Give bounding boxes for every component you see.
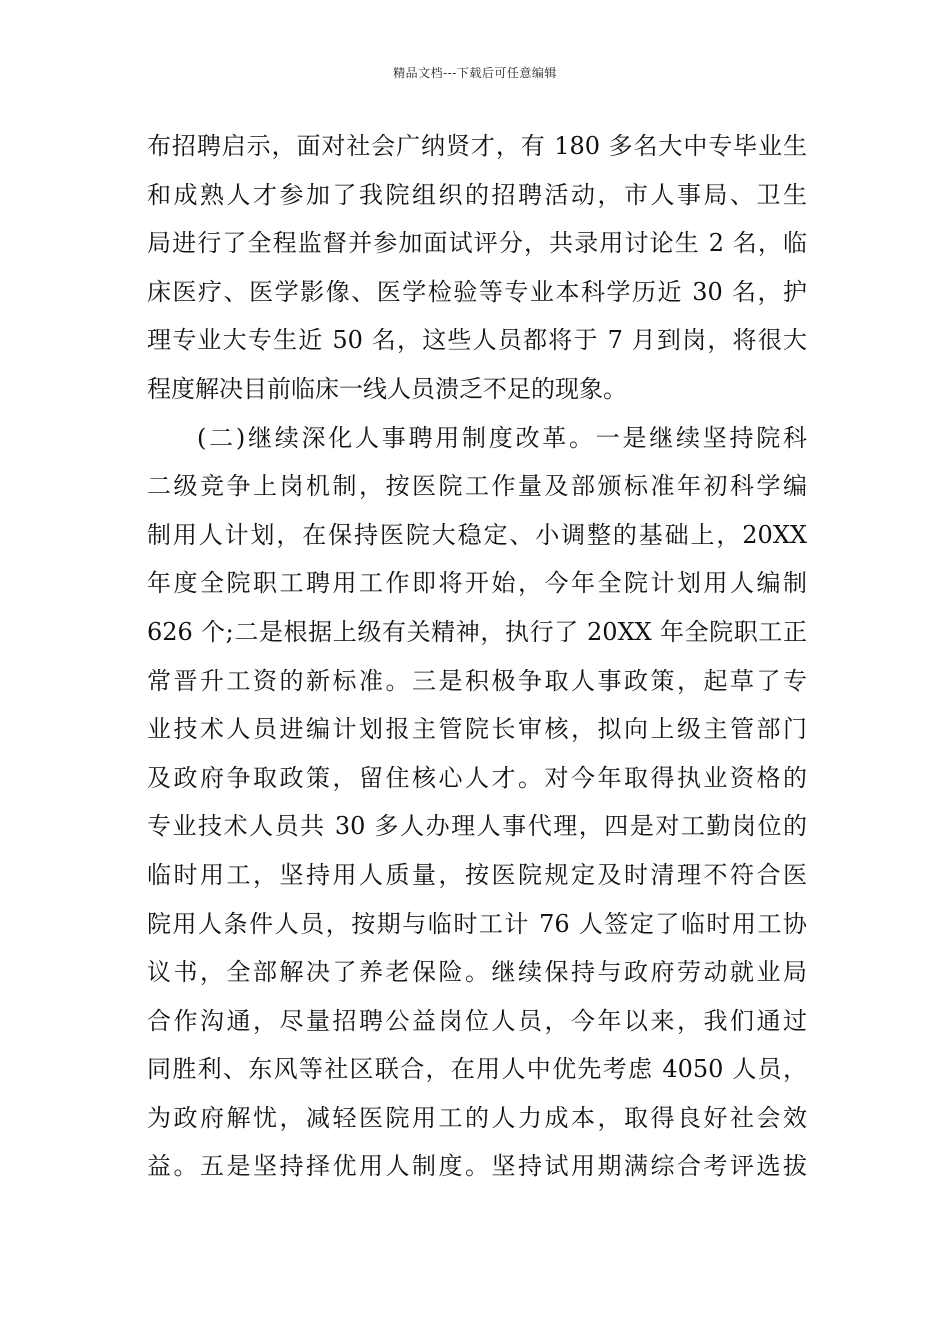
text-line: 院用人条件人员，按期与临时工计 76 人签定了临时用工协 xyxy=(147,909,807,938)
text-line: 议书，全部解决了养老保险。继续保持与政府劳动就业局 xyxy=(147,958,807,987)
text-line: 业技术人员进编计划报主管院长审核，拟向上级主管部门 xyxy=(147,715,807,744)
text-line: 及政府争取政策，留住核心人才。对今年取得执业资格的 xyxy=(147,763,807,792)
text-line: 和成熟人才参加了我院组织的招聘活动，市人事局、卫生 xyxy=(147,180,807,209)
text-line: 626 个;二是根据上级有关精神，执行了 20XX 年全院职工正 xyxy=(147,617,807,646)
text-line: 布招聘启示，面对社会广纳贤才，有 180 多名大中专毕业生 xyxy=(147,132,807,160)
text-line: 床医疗、医学影像、医学检验等专业本科学历近 30 名，护 xyxy=(147,277,807,306)
text-line: 局进行了全程监督并参加面试评分，共录用讨论生 2 名，临 xyxy=(147,229,807,258)
text-line: 二级竞争上岗机制，按医院工作量及部颁标准年初科学编 xyxy=(147,472,807,501)
text-line: (二)继续深化人事聘用制度改革。一是继续坚持院科 xyxy=(197,423,807,452)
text-line: 程度解决目前临床一线人员溃乏不足的现象。 xyxy=(147,374,627,403)
text-line: 专业技术人员共 30 多人办理人事代理，四是对工勤岗位的 xyxy=(147,812,807,841)
text-line: 常晋升工资的新标准。三是积极争取人事政策，起草了专 xyxy=(147,666,807,695)
text-line: 年度全院职工聘用工作即将开始，今年全院计划用人编制 xyxy=(147,569,807,598)
text-line: 理专业大专生近 50 名，这些人员都将于 7 月到岗，将很大 xyxy=(147,326,807,355)
text-line: 制用人计划，在保持医院大稳定、小调整的基础上，20XX xyxy=(147,520,807,549)
text-line: 同胜利、东风等社区联合，在用人中优先考虑 4050 人员， xyxy=(147,1055,807,1084)
page-header: 精品文档---下载后可任意编辑 xyxy=(393,66,557,80)
paragraph-1 xyxy=(147,122,807,414)
text-line: 合作沟通，尽量招聘公益岗位人员，今年以来，我们通过 xyxy=(147,1006,807,1035)
text-line: 益。五是坚持择优用人制度。坚持试用期满综合考评选拔 xyxy=(147,1152,807,1181)
text-line: 临时用工，坚持用人质量，按医院规定及时清理不符合医 xyxy=(147,860,807,889)
paragraph-2 xyxy=(147,414,807,1192)
document-body xyxy=(147,122,807,1191)
text-line: 为政府解忧，减轻医院用工的人力成本，取得良好社会效 xyxy=(147,1103,807,1132)
